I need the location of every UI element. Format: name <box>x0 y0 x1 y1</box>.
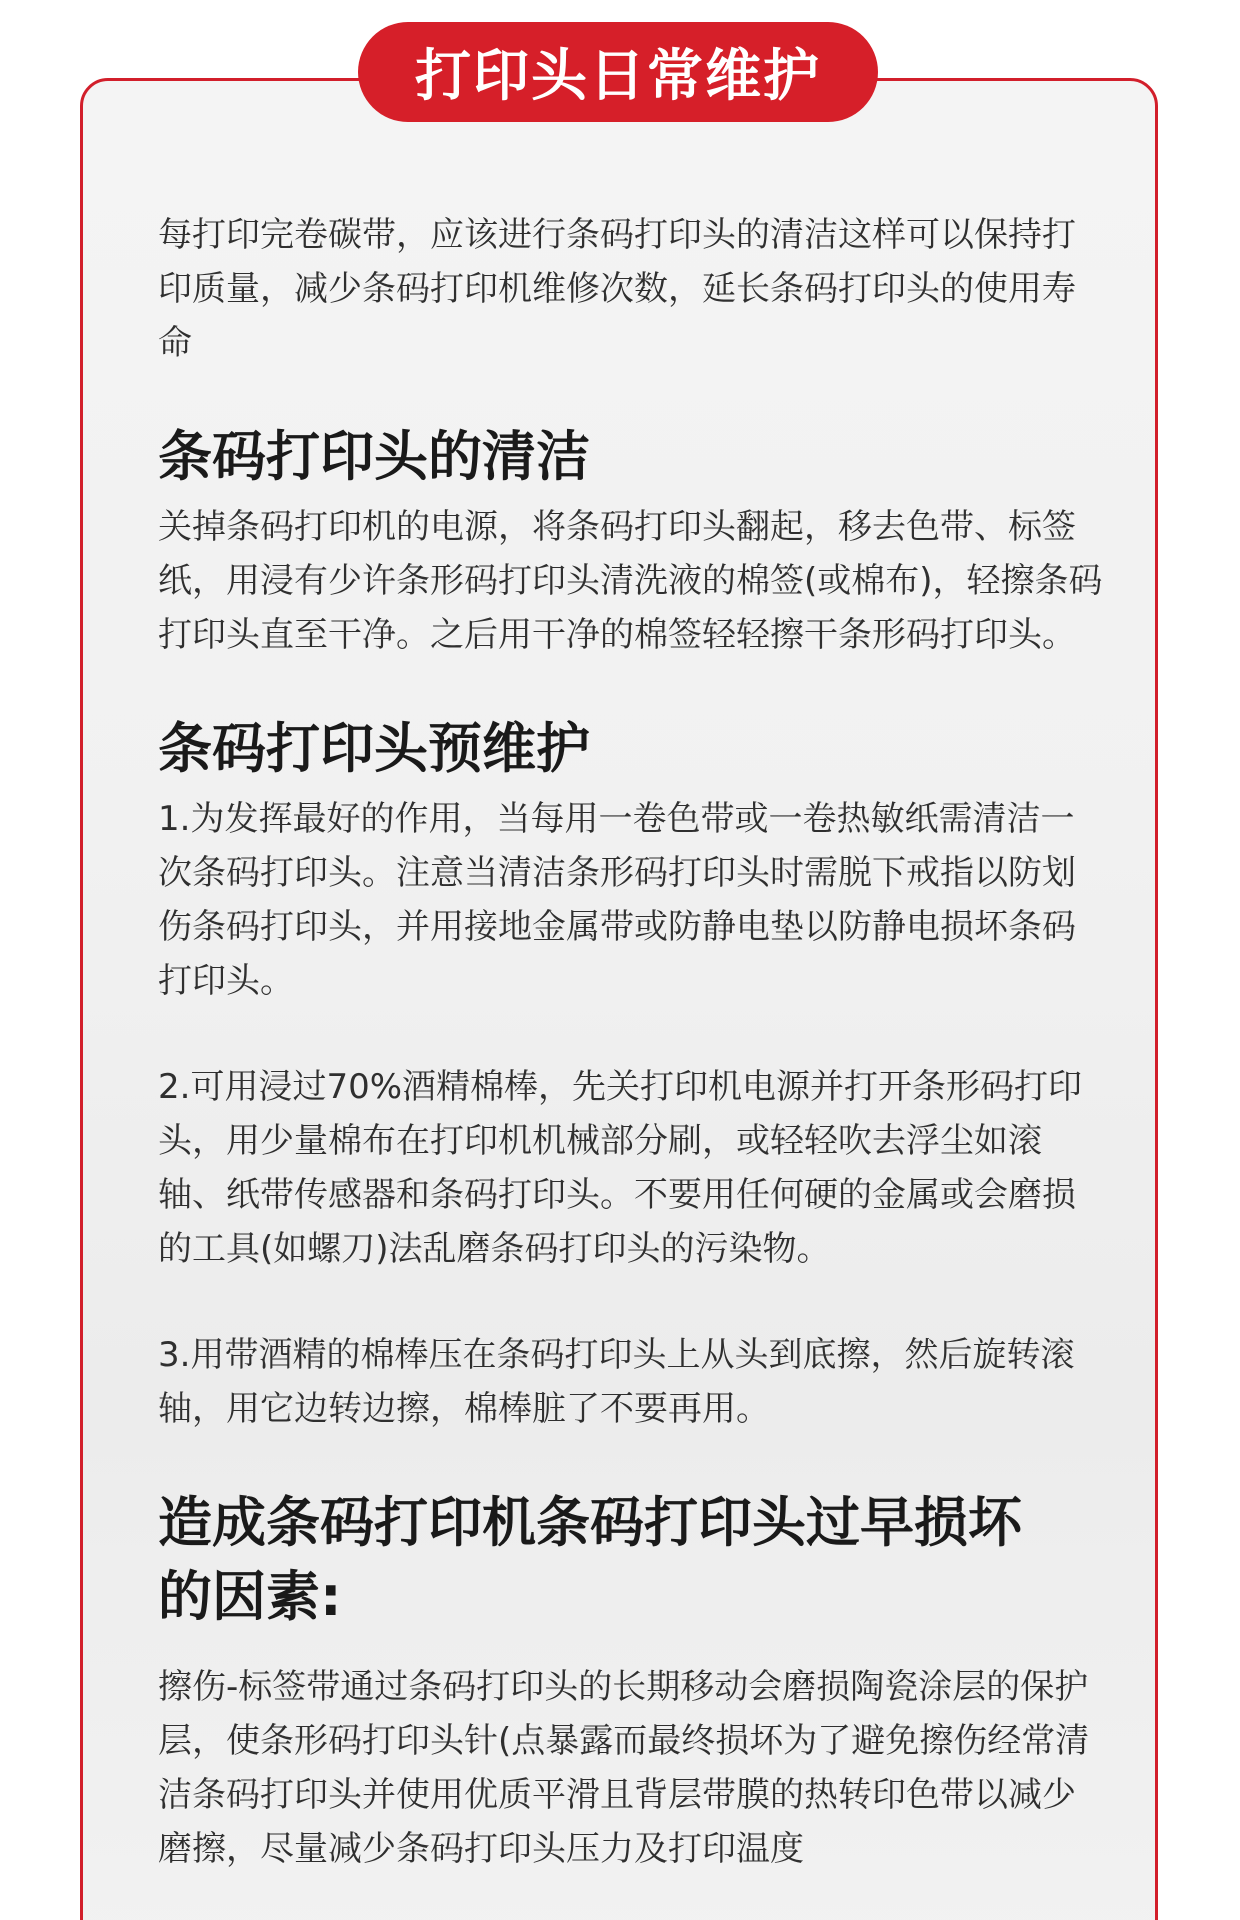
section-heading-maintenance: 条码打印头预维护 <box>158 717 590 780</box>
section-heading-cleaning: 条码打印头的清洁 <box>158 425 590 488</box>
maintenance-step-3: 3.用带酒精的棉棒压在条码打印头上从头到底擦，然后旋转滚轴，用它边转边擦，棉棒脏了不要再用。 <box>158 1335 1075 1429</box>
intro-paragraph: 每打印完卷碳带，应该进行条码打印头的清洁这样可以保持打印质量，减少条码打印机维修次数，延长条码打印头的使用寿命 <box>158 215 1076 363</box>
article-body <box>158 208 1108 1876</box>
maintenance-step-1: 1.为发挥最好的作用，当每用一卷色带或一卷热敏纸需清洁一次条码打印头。注意当清洁条形码打印头时需脱下戒指以防划伤条码打印头，并用接地金属带或防静电垫以防静电损坏条码打印头。 <box>158 799 1076 1001</box>
page-title: 打印头日常维护 <box>358 22 878 122</box>
maintenance-step-2: 2.可用浸过70%酒精棉棒，先关打印机电源并打开条形码打印头，用少量棉布在打印机机械部分刷，或轻轻吹去浮尘如滚轴、纸带传感器和条码打印头。不要用任何硬的金属或会磨损的工具(如螺刀)法乱磨条码打印头的污染物。 <box>158 1067 1083 1269</box>
section-heading-damage-factors: 造成条码打印机条码打印头过早损坏的因素: <box>158 1491 1022 1628</box>
cleaning-paragraph: 关掉条码打印机的电源，将条码打印头翻起，移去色带、标签纸，用浸有少许条形码打印头清洗液的棉签(或棉布)，轻擦条码打印头直至干净。之后用干净的棉签轻轻擦干条形码打印头。 <box>158 507 1103 655</box>
damage-factors-paragraph: 擦伤-标签带通过条码打印头的长期移动会磨损陶瓷涂层的保护层，使条形码打印头针(点暴露而最终损坏为了避免擦伤经常清洁条码打印头并使用优质平滑且背层带膜的热转印色带以减少磨擦，尽量减少条码打印头压力及打印温度 <box>158 1667 1090 1869</box>
